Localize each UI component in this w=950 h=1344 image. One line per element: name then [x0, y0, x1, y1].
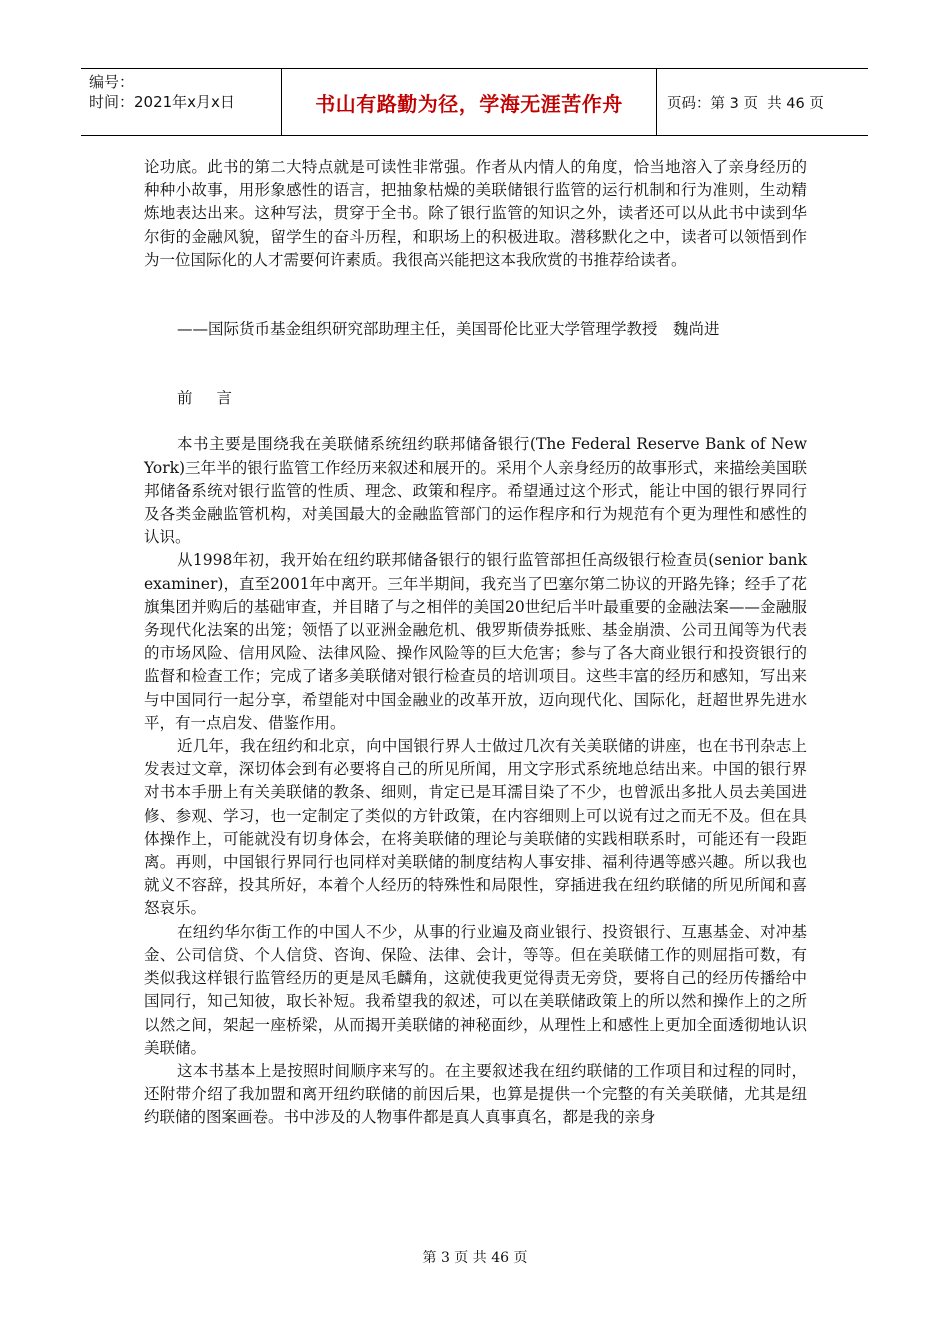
preface-heading-char-1: 前	[177, 389, 193, 408]
document-body	[144, 156, 807, 1130]
header-motto-cell	[281, 69, 657, 135]
document-number-label: 编号：	[89, 73, 135, 91]
preface-paragraph: 这本书基本上是按照时间顺序来写的。在主要叙述我在纽约联储的工作项目和过程的同时，还附带介绍了我加盟和离开纽约联储的前因后果，也算是提供一个完整的有关美联储，尤其是纽约联储的图案画卷。书中涉及的人物事件都是真人真事真名，都是我的亲身	[144, 1061, 807, 1127]
document-date: 时间：2021年x月x日	[89, 93, 235, 111]
preface-paragraph: 在纽约华尔街工作的中国人不少，从事的行业遍及商业银行、投资银行、互惠基金、对冲基金、公司信贷、个人信贷、咨询、保险、法律、会计，等等。但在美联储工作的则屈指可数，有类似我这样银行监管经历的更是凤毛麟角，这就使我更觉得责无旁贷，要将自己的经历传播给中国同行，知己知彼，取长补短。我希望我的叙述，可以在美联储政策上的所以然和操作上的之所以然之间，架起一座桥梁，从而揭开美联储的神秘面纱，从理性上和感性上更加全面透彻地认识美联储。	[144, 922, 807, 1057]
recommender-signature: ——国际货币基金组织研究部助理主任，美国哥伦比亚大学管理学教授 魏尚进	[177, 320, 720, 339]
page-header	[81, 68, 868, 136]
header-meta	[81, 69, 281, 135]
preface-paragraph: 近几年，我在纽约和北京，向中国银行界人士做过几次有关美联储的讲座，也在书刊杂志上发表过文章，深切体会到有必要将自己的所见所闻，用文字形式系统地总结出来。中国的银行界对书本手册上有关美联储的教条、细则，肯定已是耳濡目染了不少，也曾派出多批人员去美国进修、参观、学习，也一定制定了类似的方针政策，在内容细则上可以说有过之而无不及。但在具体操作上，可能就没有切身体会，在将美联储的理论与美联储的实践相联系时，可能还有一段距离。再则，中国银行界同行也同样对美联储的制度结构人事安排、福利待遇等感兴趣。所以我也就义不容辞，投其所好，本着个人经历的特殊性和局限性，穿插进我在纽约联储的所见所闻和喜怒哀乐。	[144, 737, 807, 918]
intro-paragraph: 论功底。此书的第二大特点就是可读性非常强。作者从内情人的角度，恰当地溶入了亲身经历的种种小故事，用形象感性的语言，把抽象枯燥的美联储银行监管的运行机制和行为准则，生动精炼地表达出来。这种写法，贯穿于全书。除了银行监管的知识之外，读者还可以从此书中读到华尔街的金融风貌，留学生的奋斗历程，和职场上的积极进取。潜移默化之中，读者可以领悟到作为一位国际化的人才需要何许素质。我很高兴能把这本我欣赏的书推荐给读者。	[144, 158, 807, 269]
header-page-info: 页码：第 3 页 共 46 页	[667, 95, 824, 112]
preface-heading	[144, 387, 807, 410]
header-motto: 书山有路勤为径，学海无涯苦作舟	[315, 91, 623, 116]
preface-paragraph: 从1998年初，我开始在纽约联邦储备银行的银行监管部担任高级银行检查员(senior bank examiner)，直至2001年中离开。三年半期间，我充当了巴塞尔第二协议的开路先锋；经手了花旗集团并购后的基础审查，并目睹了与之相伴的美国20世纪后半叶最重要的金融法案——金融服务现代化法案的出笼；领悟了以亚洲金融危机、俄罗斯债券抵账、基金崩溃、公司丑闻等为代表的市场风险、信用风险、法律风险、操作风险等的巨大危害；参与了各大商业银行和投资银行的监督和检查工作；完成了诸多美联储对银行检查员的培训项目。这些丰富的经历和感知，写出来与中国同行一起分享，希望能对中国金融业的改革开放，迈向现代化、国际化，赶超世界先进水平，有一点启发、借鉴作用。	[144, 551, 807, 732]
preface-paragraph: 本书主要是围绕我在美联储系统纽约联邦储备银行(The Federal Reserve Bank of New York)三年半的银行监管工作经历来叙述和展开的。采用个人亲身经历的故事形式，来描绘美国联邦储备系统对银行监管的性质、理念、政策和程序。希望通过这个形式，能让中国的银行界同行及各类金融监管机构，对美国最大的金融监管部门的运作程序和行为规范有个更为理性和感性的认识。	[144, 435, 807, 547]
preface-heading-char-2: 言	[216, 389, 233, 408]
page-footer: 第 3 页 共 46 页	[422, 1250, 528, 1266]
header-page-cell	[657, 69, 868, 135]
